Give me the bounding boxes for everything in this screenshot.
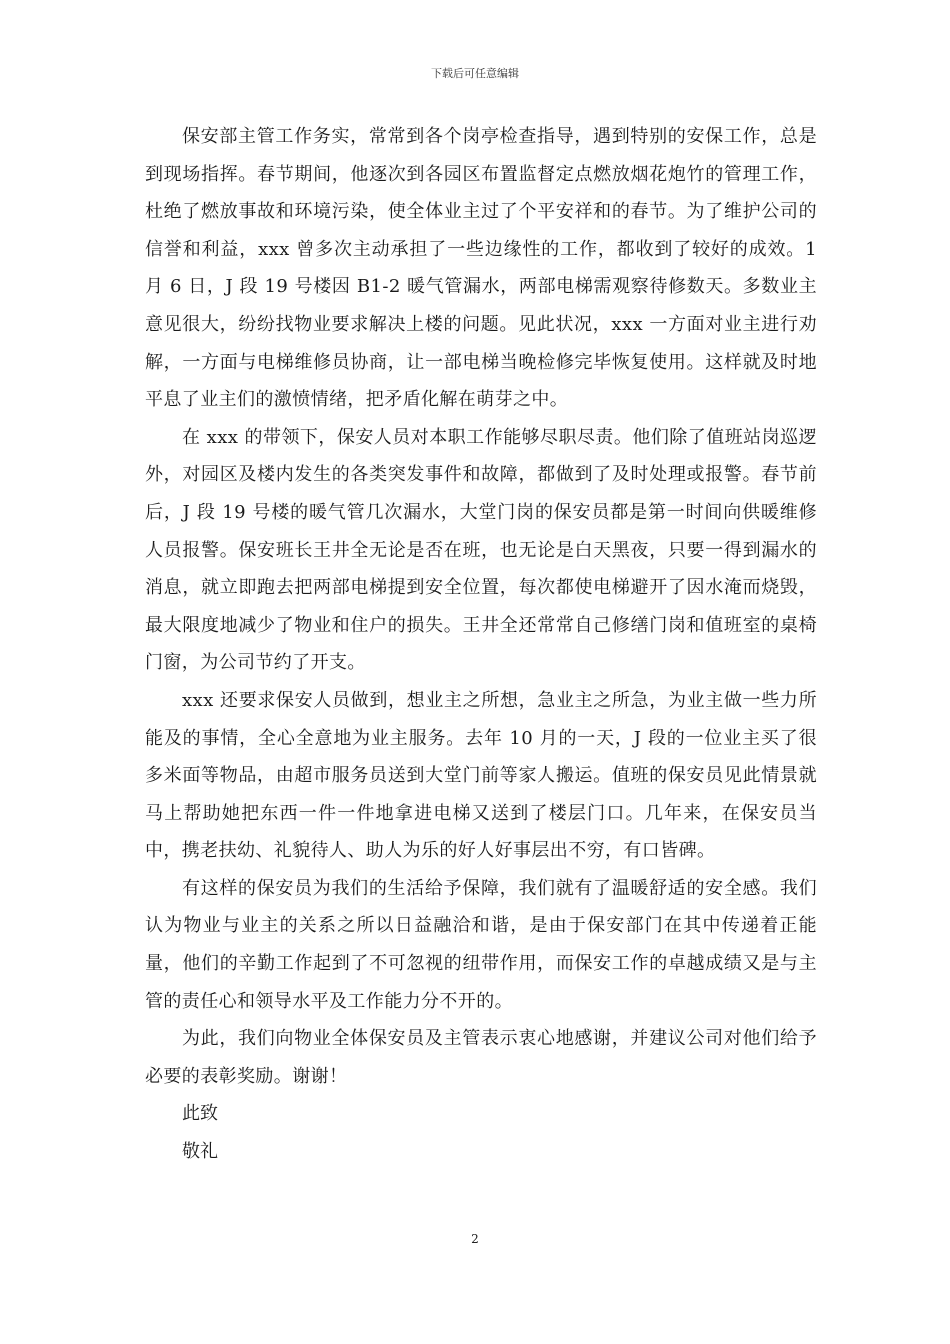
document-body — [145, 118, 817, 1171]
page-number: 2 — [471, 1232, 479, 1246]
closing-salutation: 此致 — [182, 1103, 218, 1125]
paragraph-supervisor-work: 保安部主管工作务实，常常到各个岗亭检查指导，遇到特别的安保工作，总是到现场指挥。春节期间，他逐次到各园区布置监督定点燃放烟花炮竹的管理工作，杜绝了燃放事故和环境污染，使全体业主过了个平安祥和的春节。为了维护公司的信誉和利益，xxx 曾多次主动承担了一些边缘性的工作，都收到了较好的成效。1 月 6 日，J 段 19 号楼因 B1-2 暖气管漏水，两部电梯需观察待修数天。多数业主意见很大，纷纷找物业要求解决上楼的问题。见此状况，xxx 一方面对业主进行劝解，一方面与电梯维修员协商，让一部电梯当晚检修完毕恢复使用。这样就及时地平息了业主们的激愤情绪，把矛盾化解在萌芽之中。 — [145, 126, 817, 411]
closing-regards: 敬礼 — [182, 1141, 218, 1163]
paragraph-guard-duties: 在 xxx 的带领下，保安人员对本职工作能够尽职尽责。他们除了值班站岗巡逻外，对园区及楼内发生的各类突发事件和故障，都做到了及时处理或报警。春节前后，J 段 19 号楼的暖气管几次漏水，大堂门岗的保安员都是第一时间向供暖维修人员报警。保安班长王井全无论是否在班，也无论是白天黑夜，只要一得到漏水的消息，就立即跑去把两部电梯提到安全位置，每次都使电梯避开了因水淹而烧毁，最大限度地减少了物业和住户的损失。王井全还常常自己修缮门岗和值班室的桌椅门窗，为公司节约了开支。 — [145, 426, 817, 674]
paragraph-recommendation: 为此，我们向物业全体保安员及主管表示衷心地感谢，并建议公司对他们给予必要的表彰奖励。谢谢！ — [145, 1028, 817, 1087]
paragraph-appreciation: 有这样的保安员为我们的生活给予保障，我们就有了温暖舒适的安全感。我们认为物业与业主的关系之所以日益融洽和谐，是由于保安部门在其中传递着正能量，他们的辛勤工作起到了不可忽视的纽带作用，而保安工作的卓越成绩又是与主管的责任心和领导水平及工作能力分不开的。 — [145, 877, 817, 1012]
paragraph-resident-service: xxx 还要求保安人员做到，想业主之所想，急业主之所急，为业主做一些力所能及的事情，全心全意地为业主服务。去年 10 月的一天，J 段的一位业主买了很多米面等物品，由超市服务员送到大堂门前等家人搬运。值班的保安员见此情景就马上帮助她把东西一件一件地拿进电梯又送到了楼层门口。几年来，在保安员当中，携老扶幼、礼貌待人、助人为乐的好人好事层出不穷，有口皆碑。 — [145, 689, 817, 862]
page-header-note: 下载后可任意编辑 — [431, 67, 519, 80]
